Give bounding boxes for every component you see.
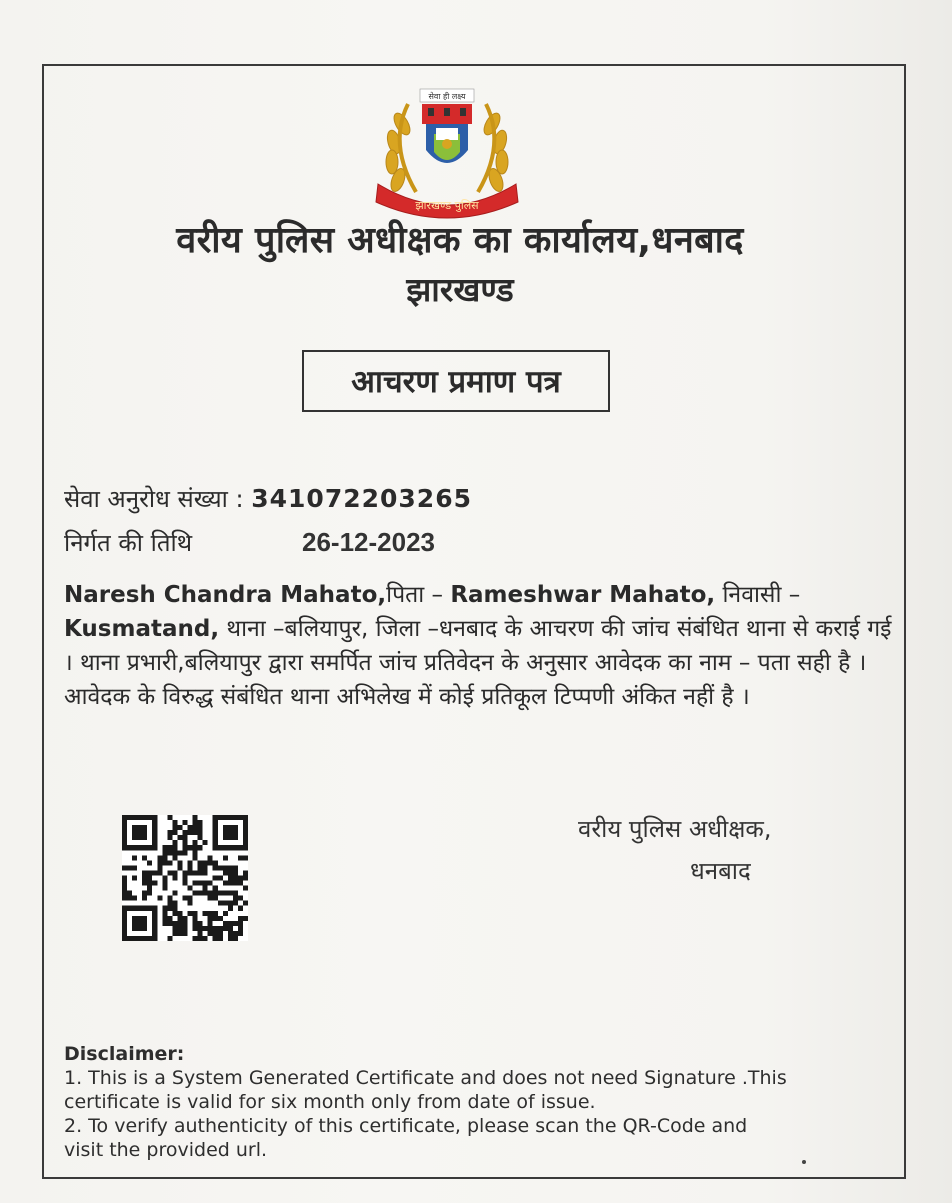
emblem-motto: सेवा ही लक्ष्य: [428, 92, 466, 101]
state-title: झारखण्ड: [406, 270, 514, 309]
dash: –: [788, 582, 801, 608]
resident-label: निवासी: [715, 582, 782, 608]
certificate-title-box: [302, 350, 610, 412]
verification-qr-code: [122, 815, 248, 941]
disclaimer-line-1: 1. This is a System Generated Certificate and does not need Signature .This: [64, 1067, 787, 1089]
disclaimer-line-4: visit the provided url.: [64, 1139, 268, 1161]
certificate-title: आचरण प्रमाण पत्र: [351, 364, 561, 400]
residence-place: Kusmatand,: [64, 616, 220, 642]
paper-speck: [802, 1160, 806, 1164]
father-name: Rameshwar Mahato,: [450, 582, 716, 608]
disclaimer-line-2: certificate is valid for six month only from date of issue.: [64, 1091, 596, 1113]
disclaimer: [64, 1042, 864, 1162]
issue-date-row: [64, 526, 192, 559]
signatory-designation: वरीय पुलिस अधीक्षक,: [578, 815, 772, 843]
service-request-row: [64, 482, 472, 515]
service-request-label: सेवा अनुरोध संख्या :: [64, 485, 244, 513]
body-remaining-text: थाना –बलियापुर, जिला –धनबाद के आचरण की जांच संबंधित थाना से कराई गई । थाना प्रभारी,बलियापुर द्वारा समर्पित जांच प्रतिवेदन के अनुसार आवेदक का नाम – पता सही है । आवेदक के विरुद्ध संबंधित थाना अभिलेख में कोई प्रतिकूल टिप्पणी अंकित नहीं है ।: [64, 616, 892, 710]
certificate-body: [64, 578, 894, 714]
issue-date-value: 26-12-2023: [302, 527, 435, 557]
signatory-location: धनबाद: [690, 857, 751, 885]
office-title: वरीय पुलिस अधीक्षक का कार्यालय,धनबाद: [176, 220, 744, 261]
emblem-ribbon-text: झारखण्ड पुलिस: [415, 199, 479, 212]
issue-date-label: निर्गत की तिथि: [64, 529, 193, 557]
applicant-name: Naresh Chandra Mahato,: [64, 582, 387, 608]
service-request-number: 341072203265: [251, 484, 472, 513]
disclaimer-title: Disclaimer:: [64, 1043, 185, 1065]
jharkhand-police-emblem: [368, 84, 526, 224]
father-label: पिता –: [386, 582, 451, 608]
disclaimer-line-3: 2. To verify authenticity of this certificate, please scan the QR-Code and: [64, 1115, 748, 1137]
